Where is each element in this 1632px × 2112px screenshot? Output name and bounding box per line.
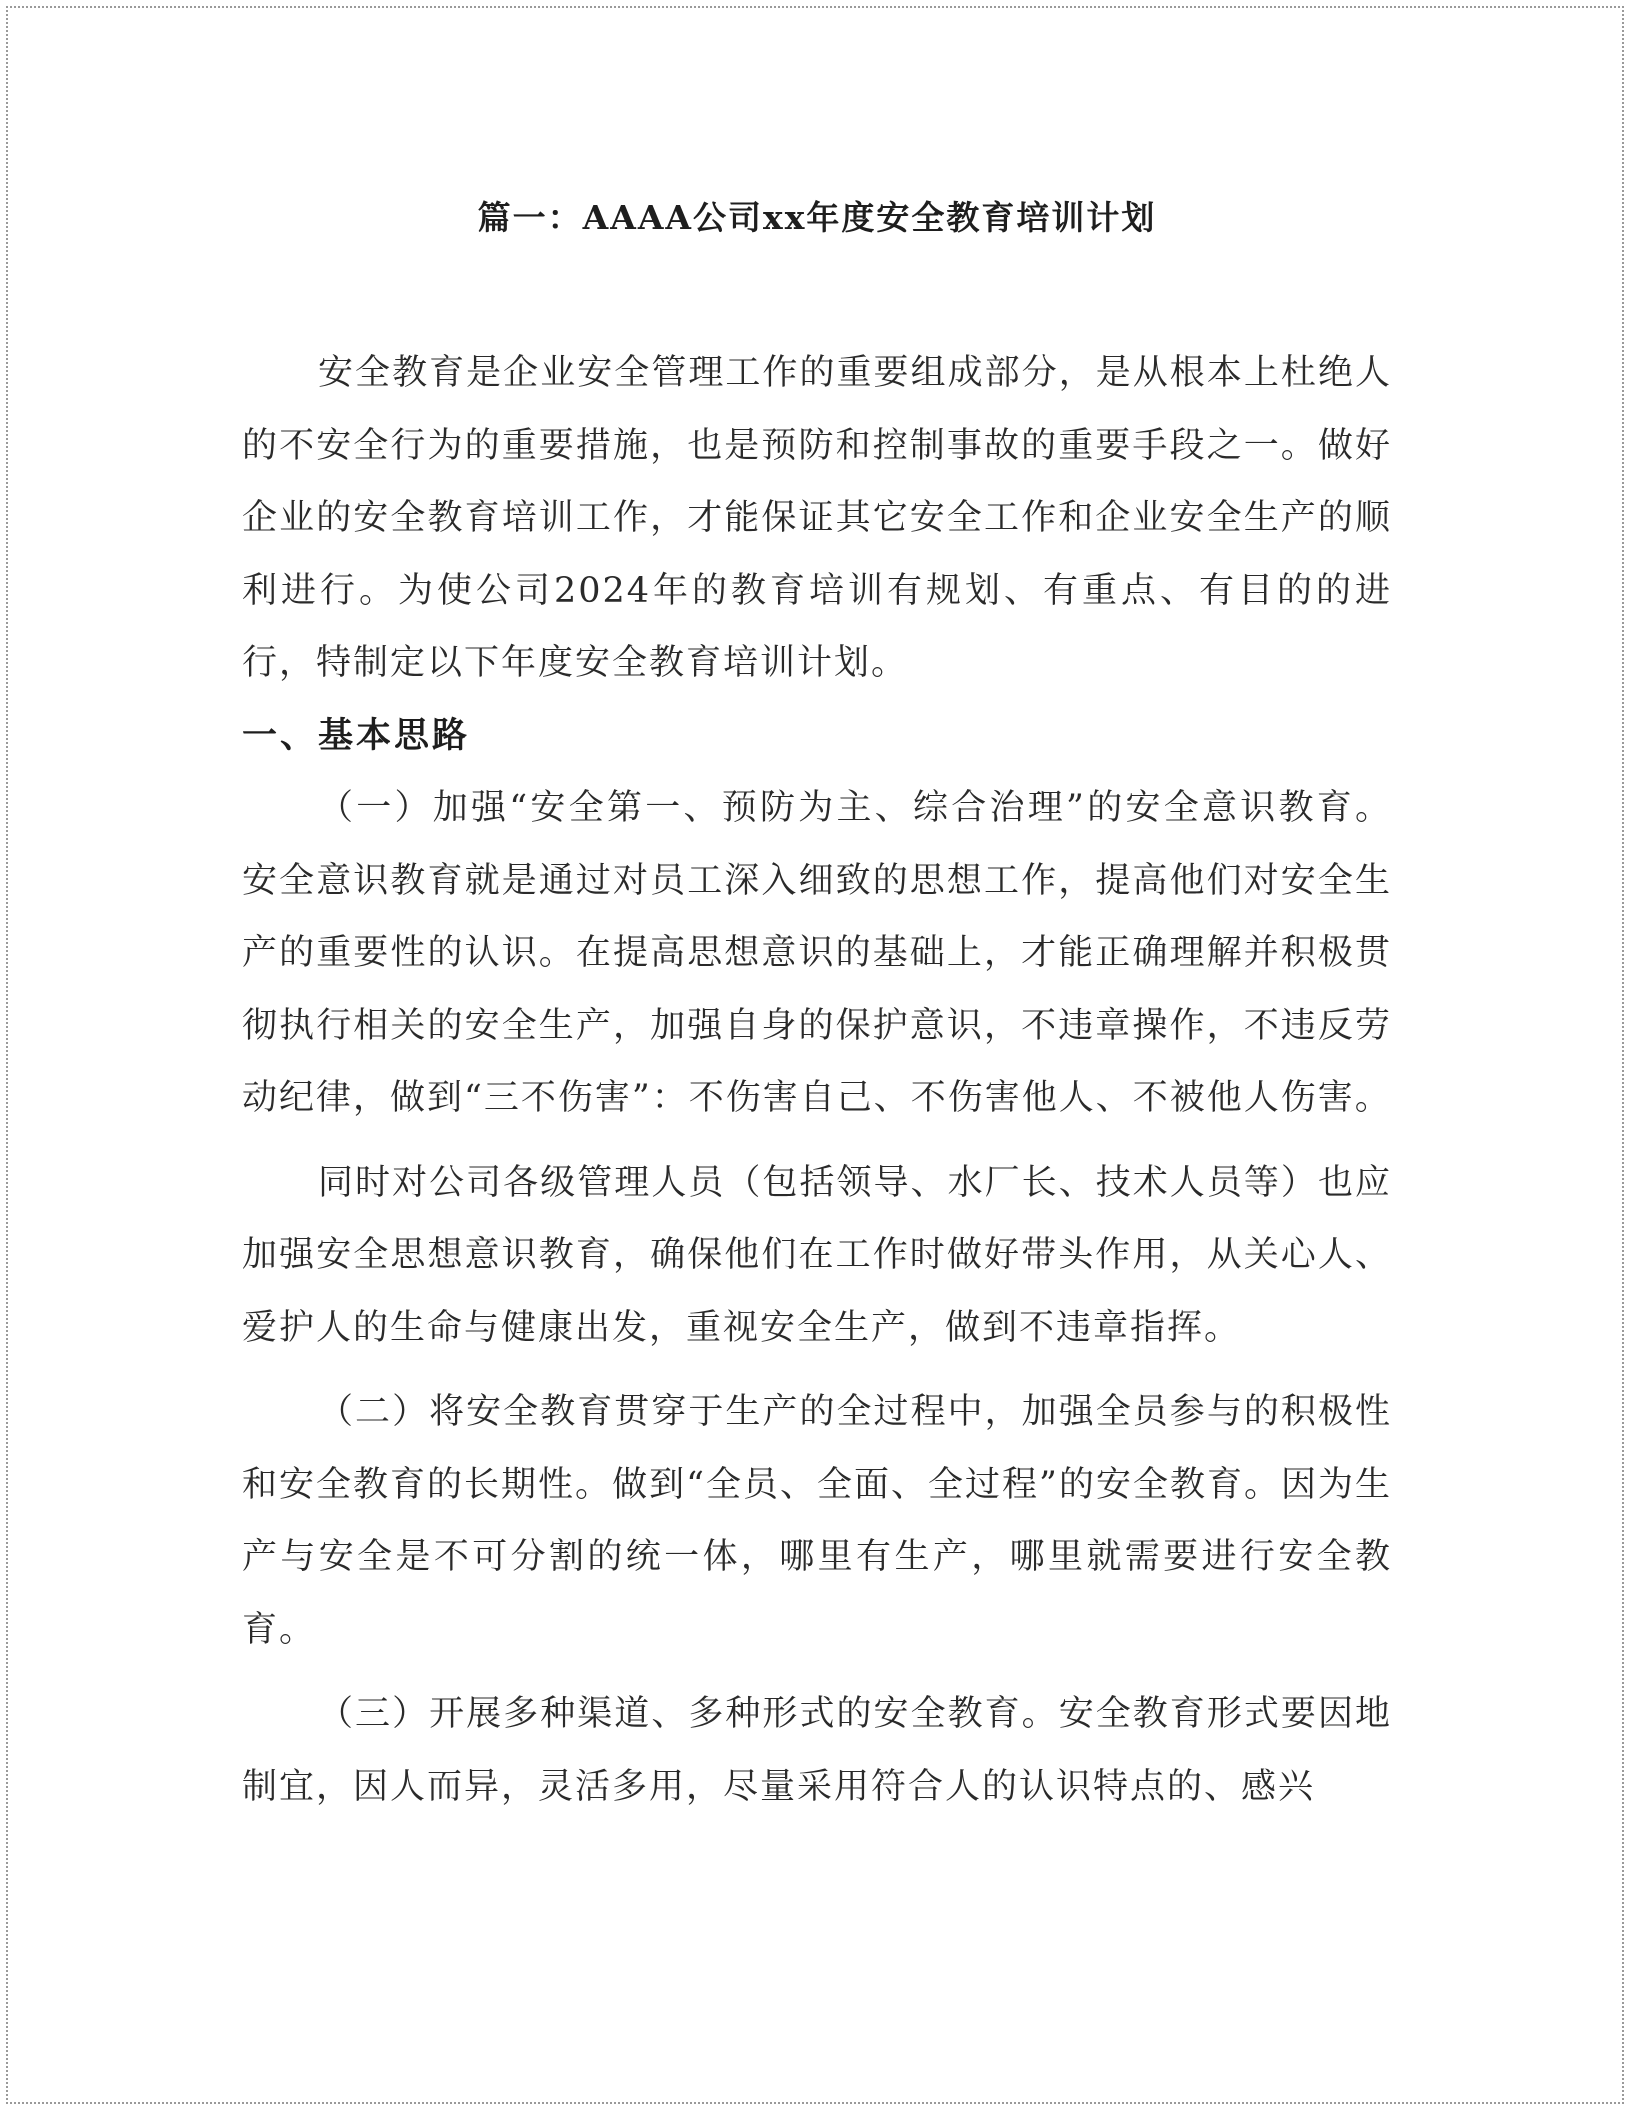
section-heading-basic-approach: 一、基本思路 [242,714,471,756]
item-2-paragraph: （二）将安全教育贯穿于生产的全过程中，加强全员参与的积极性和安全教育的长期性。做到“全员、全面、全过程”的安全教育。因为生产与安全是不可分割的统一体，哪里有生产，哪里就需要进行安全教育。 [242,1392,1392,1650]
document-body [242,337,1392,1823]
intro-paragraph: 安全教育是企业安全管理工作的重要组成部分，是从根本上杜绝人的不安全行为的重要措施，也是预防和控制事故的重要手段之一。做好企业的安全教育培训工作，才能保证其它安全工作和企业安全生产的顺利进行。为使公司2024年的教育培训有规划、有重点、有目的的进行，特制定以下年度安全教育培训计划。 [242,353,1392,683]
item-3-paragraph: （三）开展多种渠道、多种形式的安全教育。安全教育形式要因地制宜，因人而异，灵活多用，尽量采用符合人的认识特点的、感兴 [242,1694,1392,1807]
item-1-supplement-paragraph: 同时对公司各级管理人员（包括领导、水厂长、技术人员等）也应加强安全思想意识教育，确保他们在工作时做好带头作用，从关心人、爱护人的生命与健康出发，重视安全生产，做到不违章指挥。 [242,1162,1392,1348]
document-title: 篇一：AAAA公司xx年度安全教育培训计划 [477,198,1157,237]
item-1-paragraph: （一）加强“安全第一、预防为主、综合治理”的安全意识教育。安全意识教育就是通过对员工深入细致的思想工作，提高他们对安全生产的重要性的认识。在提高思想意识的基础上，才能正确理解并积极贯彻执行相关的安全生产，加强自身的保护意识，不违章操作，不违反劳动纪律，做到“三不伤害”：不伤害自己、不伤害他人、不被他人伤害。 [242,788,1392,1118]
